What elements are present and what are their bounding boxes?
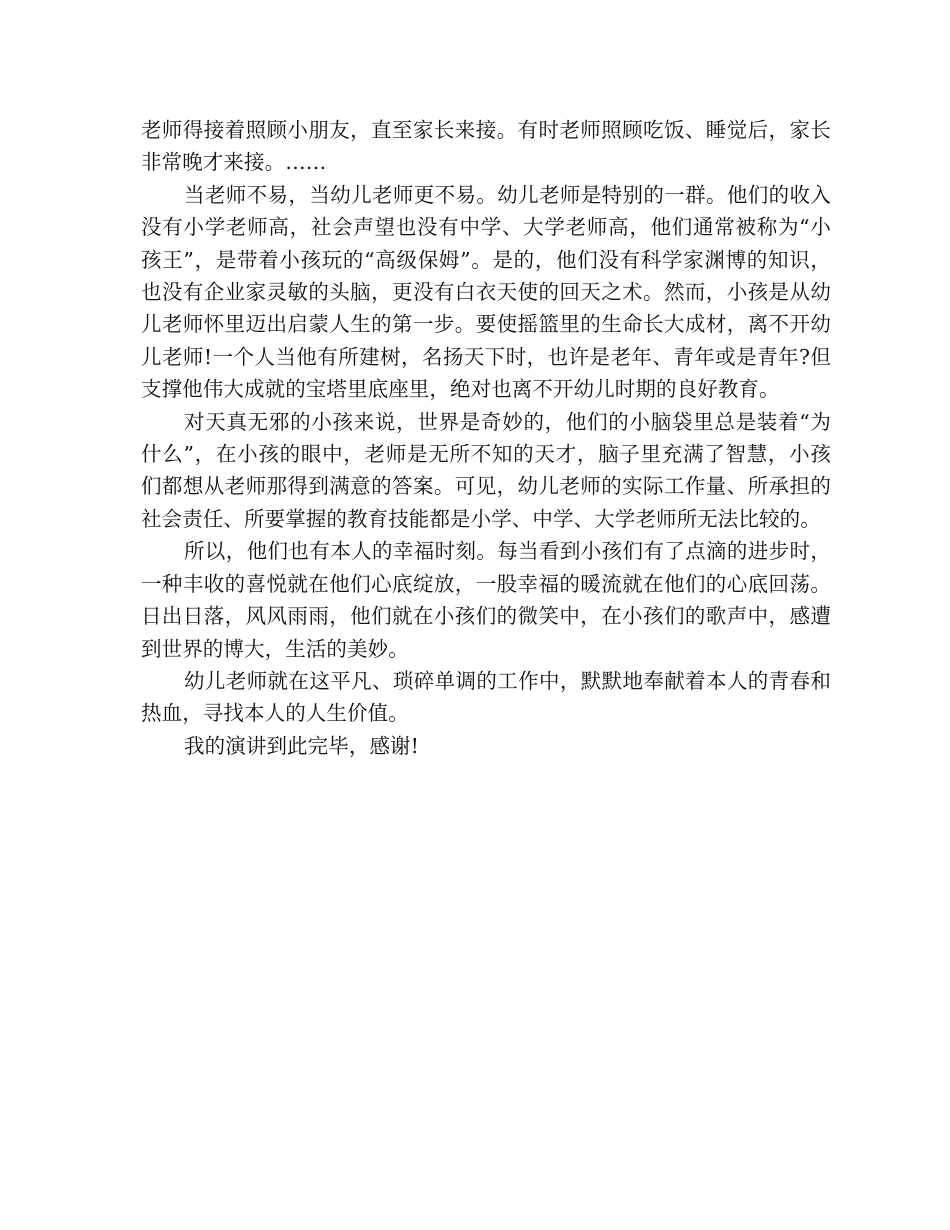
paragraph-continuation: 老师得接着照顾小朋友，直至家长来接。有时老师照顾吃饭、睡觉后，家长非常晚才来接。…… (141, 118, 831, 175)
paragraph-closing: 我的演讲到此完毕，感谢! (184, 733, 419, 758)
speech-body (141, 114, 831, 762)
paragraph-children-curiosity: 对天真无邪的小孩来说，世界是奇妙的，他们的小脑袋里总是装着“为什么”，在小孩的眼中，老师是无所不知的天才，脑子里充满了智慧，小孩们都想从老师那得到满意的答案。可见，幼儿老师的实际工作量、所承担的社会责任、所要掌握的教育技能都是小学、中学、大学老师所无法比较的。 (141, 409, 831, 531)
paragraph-dedication: 幼儿老师就在这平凡、琐碎单调的工作中，默默地奉献着本人的青春和热血，寻找本人的人生价值。 (141, 668, 831, 726)
paragraph-teacher-happiness: 所以，他们也有本人的幸福时刻。每当看到小孩们有了点滴的进步时，一种丰收的喜悦就在他们心底绽放，一股幸福的暖流就在他们的心底回荡。日出日落，风风雨雨，他们就在小孩们的微笑中，在小孩们的歌声中，感遭到世界的博大，生活的美妙。 (141, 539, 831, 661)
paragraph-teacher-hardship: 当老师不易，当幼儿老师更不易。幼儿老师是特别的一群。他们的收入没有小学老师高，社会声望也没有中学、大学老师高，他们通常被称为“小孩王”，是带着小孩玩的“高级保姆”。是的，他们没有科学家渊博的知识，也没有企业家灵敏的头脑，更没有白衣天使的回天之术。然而，小孩是从幼儿老师怀里迈出启蒙人生的第一步。要使摇篮里的生命长大成材，离不开幼儿老师!一个人当他有所建树，名扬天下时，也许是老年、青年或是青年?但支撑他伟大成就的宝塔里底座里，绝对也离不开幼儿时期的良好教育。 (141, 182, 831, 402)
